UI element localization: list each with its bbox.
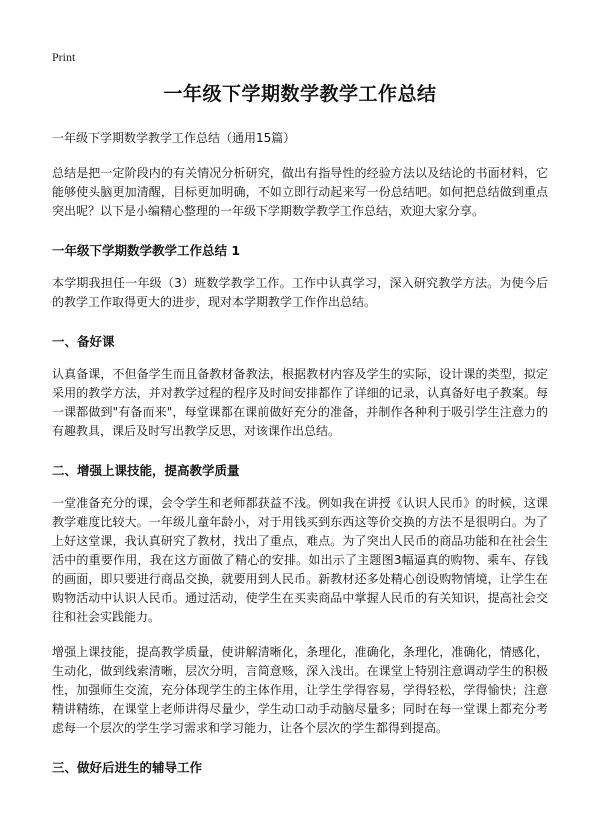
part-1-paragraph: 认真备课，不但备学生而且备教材备教法，根据教材内容及学生的实际，设计课的类型，拟定采用的教学方法，并对教学过程的程序及时间安排都作了详细的记录，认真备好电子教案。每一课都做到"有备而来"，每堂课都在课前做好充分的准备，并制作各种利于吸引学生注意力的有趣教具，课后及时写出教学反思，对该课作出总结。 — [52, 367, 548, 438]
page-title: 一年级下学期数学教学工作总结 — [163, 83, 437, 105]
document-subtitle: 一年级下学期数学教学工作总结（通用15篇） — [52, 131, 296, 145]
section-1-heading: 一年级下学期数学教学工作总结 1 — [52, 243, 241, 258]
section-1-paragraph: 本学期我担任一年级（3）班数学教学工作。工作中认真学习，深入研究教学方法。为使今后的教学工作取得更大的进步，现对本学期教学工作作出总结。 — [52, 276, 548, 309]
intro-paragraph: 总结是把一定阶段内的有关情况分析研究，做出有指导性的经验方法以及结论的书面材料，它能够使头脑更加清醒，目标更加明确，不如立即行动起来写一份总结吧。如何把总结做到重点突出呢？以下是小编精心整理的一年级下学期数学教学工作总结，欢迎大家分享。 — [52, 166, 548, 218]
print-link[interactable]: Print — [52, 50, 76, 64]
part-2-paragraph-2: 增强上课技能，提高教学质量，使讲解清晰化，条理化，准确化，条理化，准确化，情感化，生动化，做到线索清晰，层次分明，言简意赅，深入浅出。在课堂上特别注意调动学生的积极性，加强师生交流，充分体现学生的主体作用，让学生学得容易，学得轻松，学得愉快；注意精讲精练，在课堂上老师讲得尽量少，学生动口动手动脑尽量多；同时在每一堂课上都充分考虑每一个层次的学生学习需求和学习能力，让各个层次的学生都得到提高。 — [52, 645, 548, 735]
part-1-heading: 一、备好课 — [52, 334, 115, 349]
part-2-paragraph-1: 一堂准备充分的课，会令学生和老师都获益不浅。例如我在讲授《认识人民币》的时候，这课教学难度比较大。一年级儿童年龄小，对于用钱买到东西这等价交换的方法不是很明白。为了上好这堂课，我认真研究了教材，找出了重点，难点。为了突出人民币的商品功能和在社会生活中的重要作用，我在这方面做了精心的安排。如出示了主题图3幅逼真的购物、乘车、存钱的画面，即只要进行商品交换，就要用到人民币。新教材还多处精心创设购物情境，让学生在购物活动中认识人民币。通过活动，使学生在买卖商品中掌握人民币的有关知识，提高社会交往和社会实践能力。 — [52, 496, 548, 624]
part-3-heading: 三、做好后进生的辅导工作 — [52, 760, 203, 775]
part-2-heading: 二、增强上课技能，提高教学质量 — [52, 463, 240, 478]
